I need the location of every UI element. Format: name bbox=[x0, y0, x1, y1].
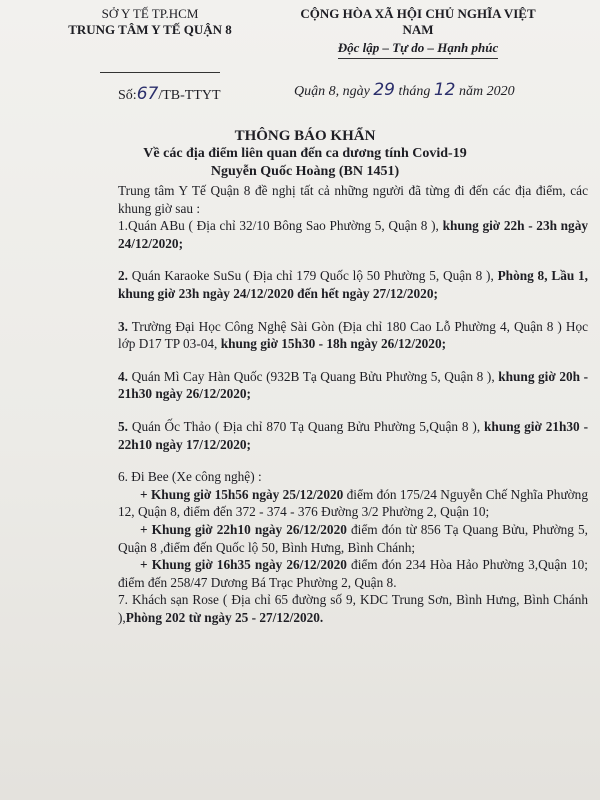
item-3-number: 3. bbox=[118, 318, 128, 334]
national-title-line2: NAM bbox=[402, 22, 434, 37]
trip-3-route: điểm đón 234 Hòa Hảo Phường 3,Quận 10; điểm đến 258/47 Dương Bá Trạc Phường 2, Quận 8. bbox=[118, 557, 588, 590]
item-5-number: 5. bbox=[118, 418, 128, 434]
national-motto: Độc lập – Tự do – Hạnh phúc bbox=[338, 40, 499, 59]
list-item-7 bbox=[118, 591, 588, 626]
document-date bbox=[294, 80, 515, 100]
item-7-text: 7. Khách sạn Rose ( Địa chỉ 65 đường số 9, KDC Trung Sơn, Bình Hưng, Bình Chánh ), bbox=[118, 592, 588, 625]
agency-name: TRUNG TÂM Y TẾ QUẬN 8 bbox=[68, 22, 232, 37]
document-patient: Nguyễn Quốc Hoàng (BN 1451) bbox=[210, 164, 400, 179]
list-item-6: 6. Đi Bee (Xe công nghệ) : bbox=[118, 469, 262, 485]
list-item-4 bbox=[118, 368, 588, 403]
trip-3-time: + Khung giờ 16h35 ngày 26/12/2020 bbox=[140, 557, 347, 573]
date-year: năm 2020 bbox=[459, 84, 515, 99]
document-number bbox=[118, 84, 221, 104]
list-item-6-trip-2 bbox=[118, 521, 588, 556]
item-2-bold: Phòng 8, Lầu 1, khung giờ 23h ngày 24/12/2020 đến hết ngày 27/12/2020; bbox=[118, 268, 588, 301]
date-month-label: tháng bbox=[398, 84, 431, 99]
item-5-bold: khung giờ 21h30 - 22h10 ngày 17/12/2020; bbox=[118, 418, 589, 452]
doc-number-handwritten: 67 bbox=[136, 84, 159, 104]
item-4-text: Quán Mì Cay Hàn Quốc (932B Tạ Quang Bửu Phường 5, Quận 8 ), bbox=[131, 368, 499, 384]
intro-paragraph: Trung tâm Y Tế Quận 8 đề nghị tất cả những người đã từng đi đến các địa điểm, các khung giờ sau : bbox=[118, 183, 588, 216]
document-body bbox=[118, 182, 588, 626]
agency-parent: SỞ Y TẾ TP.HCM bbox=[101, 6, 199, 21]
date-day-handwritten: 29 bbox=[373, 80, 395, 100]
list-item-2 bbox=[118, 267, 588, 302]
list-item-1 bbox=[118, 217, 588, 252]
item-5-text: Quán Ốc Thảo ( Địa chỉ 870 Tạ Quang Bửu Phường 5,Quận 8 ), bbox=[131, 418, 485, 434]
item-3-bold: khung giờ 15h30 - 18h ngày 26/12/2020; bbox=[220, 336, 447, 352]
item-3-text: Trường Đại Học Công Nghệ Sài Gòn (Địa chỉ 180 Cao Lỗ Phường 4, Quận 8 ) Học lớp D17 TP 03-04, bbox=[118, 318, 588, 352]
doc-number-prefix: Số: bbox=[118, 88, 137, 103]
item-1-text: 1.Quán ABu ( Địa chỉ 32/10 Bông Sao Phường 5, Quận 8 ), bbox=[118, 218, 443, 234]
trip-1-route: điểm đón 175/24 Nguyễn Chế Nghĩa Phường 12, Quận 8, điểm đến 372 - 374 - 376 Đường 3/2 Phường 2, Quận 10; bbox=[118, 486, 588, 520]
list-item-5 bbox=[118, 418, 588, 453]
issuing-agency-header bbox=[30, 6, 270, 38]
national-header bbox=[268, 6, 568, 59]
trip-1-time: + Khung giờ 15h56 ngày 25/12/2020 bbox=[140, 486, 344, 502]
agency-underline bbox=[100, 72, 220, 73]
item-2-text: Quán Karaoke SuSu ( Địa chỉ 179 Quốc lộ 50 Phường 5, Quận 8 ), bbox=[131, 268, 498, 284]
item-4-bold: khung giờ 20h - 21h30 ngày 26/12/2020; bbox=[118, 368, 589, 402]
trip-2-route: điểm đón từ 856 Tạ Quang Bửu, Phường 5, Quận 8 ,điểm đến Quốc lộ 50, Bình Hưng, Bình Chánh; bbox=[118, 521, 588, 555]
list-item-6-trip-1 bbox=[118, 486, 588, 521]
document-title-block bbox=[40, 127, 570, 181]
item-2-number: 2. bbox=[118, 268, 128, 284]
national-title-line1: CỘNG HÒA XÃ HỘI CHỦ NGHĨA VIỆT bbox=[300, 6, 536, 21]
date-place: Quận 8, ngày bbox=[294, 84, 370, 99]
item-7-bold: Phòng 202 từ ngày 25 - 27/12/2020. bbox=[125, 609, 324, 625]
list-item-6-trip-3 bbox=[118, 556, 588, 591]
doc-number-suffix: /TB-TTYT bbox=[158, 88, 221, 103]
date-month-handwritten: 12 bbox=[433, 80, 456, 100]
document-title: THÔNG BÁO KHẨN bbox=[234, 128, 376, 144]
item-1-bold: khung giờ 22h - 23h ngày 24/12/2020; bbox=[118, 218, 589, 251]
trip-2-time: + Khung giờ 22h10 ngày 26/12/2020 bbox=[140, 521, 347, 537]
document-subject: Về các địa điểm liên quan đến ca dương tính Covid-19 bbox=[143, 146, 467, 161]
list-item-3 bbox=[118, 318, 588, 353]
item-4-number: 4. bbox=[118, 368, 128, 384]
